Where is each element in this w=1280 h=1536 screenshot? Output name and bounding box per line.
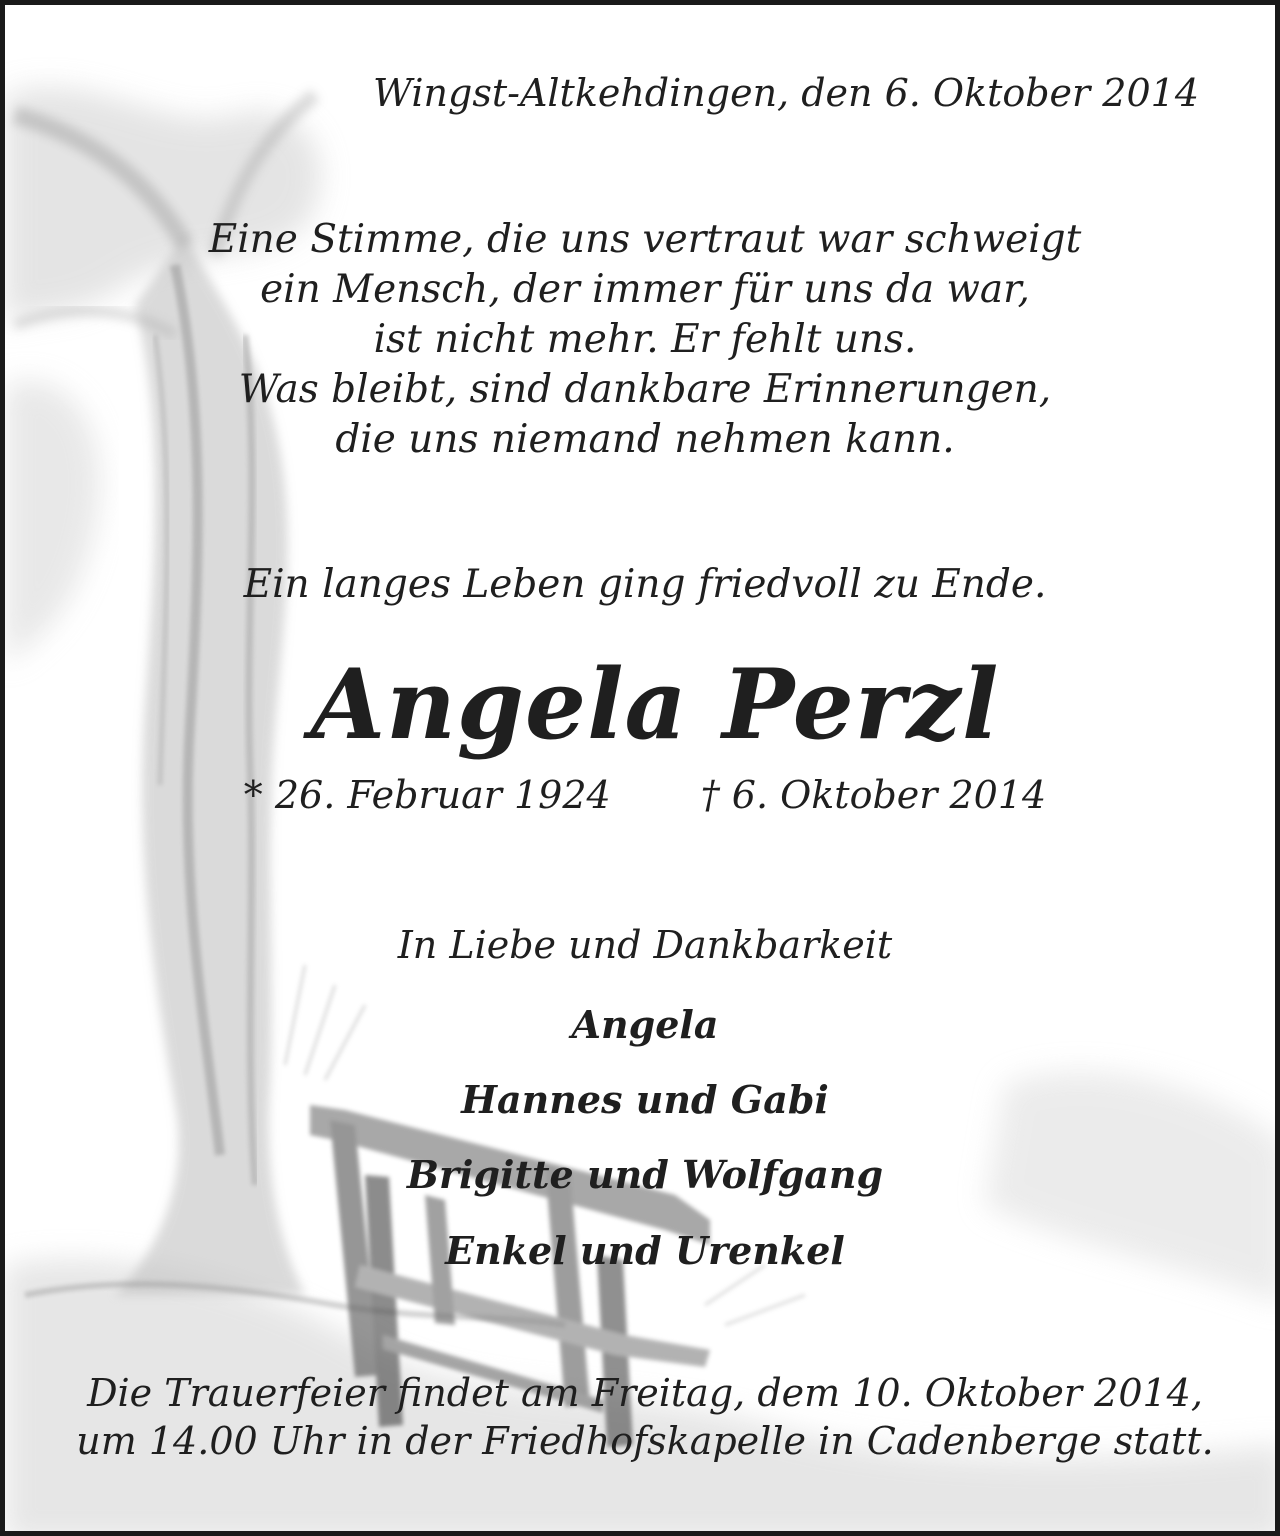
mourner-name: Hannes und Gabi (461, 1077, 829, 1122)
mourner-name: Angela (571, 1002, 719, 1047)
verse-line: Was bleibt, sind dankbare Erinnerungen, (238, 367, 1052, 412)
life-statement: Ein langes Leben ging friedvoll zu Ende. (243, 562, 1047, 607)
verse-line: die uns niemand nehmen kann. (335, 417, 955, 462)
life-dates (5, 770, 1280, 820)
birth-date: * 26. Februar 1924 (243, 773, 611, 817)
verse-line: ein Mensch, der immer für uns da war, (260, 267, 1030, 312)
mourner-name: Enkel und Urenkel (445, 1228, 845, 1273)
deceased-name: Angela Perzl (310, 648, 1000, 761)
love-and-gratitude-line: In Liebe und Dankbarkeit (397, 923, 893, 967)
funeral-service-info (5, 1369, 1280, 1465)
mourner-name: Brigitte und Wolfgang (406, 1152, 884, 1197)
service-line: um 14.00 Uhr in der Friedhofskapelle in Cadenberge statt. (76, 1419, 1214, 1463)
place-and-date: Wingst-Altkehdingen, den 6. Oktober 2014 (373, 71, 1199, 115)
memorial-verse (5, 215, 1280, 465)
verse-line: ist nicht mehr. Er fehlt uns. (373, 317, 917, 362)
death-date: † 6. Oktober 2014 (700, 773, 1047, 817)
service-line: Die Trauerfeier findet am Freitag, dem 10. Oktober 2014, (87, 1371, 1203, 1415)
verse-line: Eine Stimme, die uns vertraut war schweigt (208, 217, 1082, 262)
